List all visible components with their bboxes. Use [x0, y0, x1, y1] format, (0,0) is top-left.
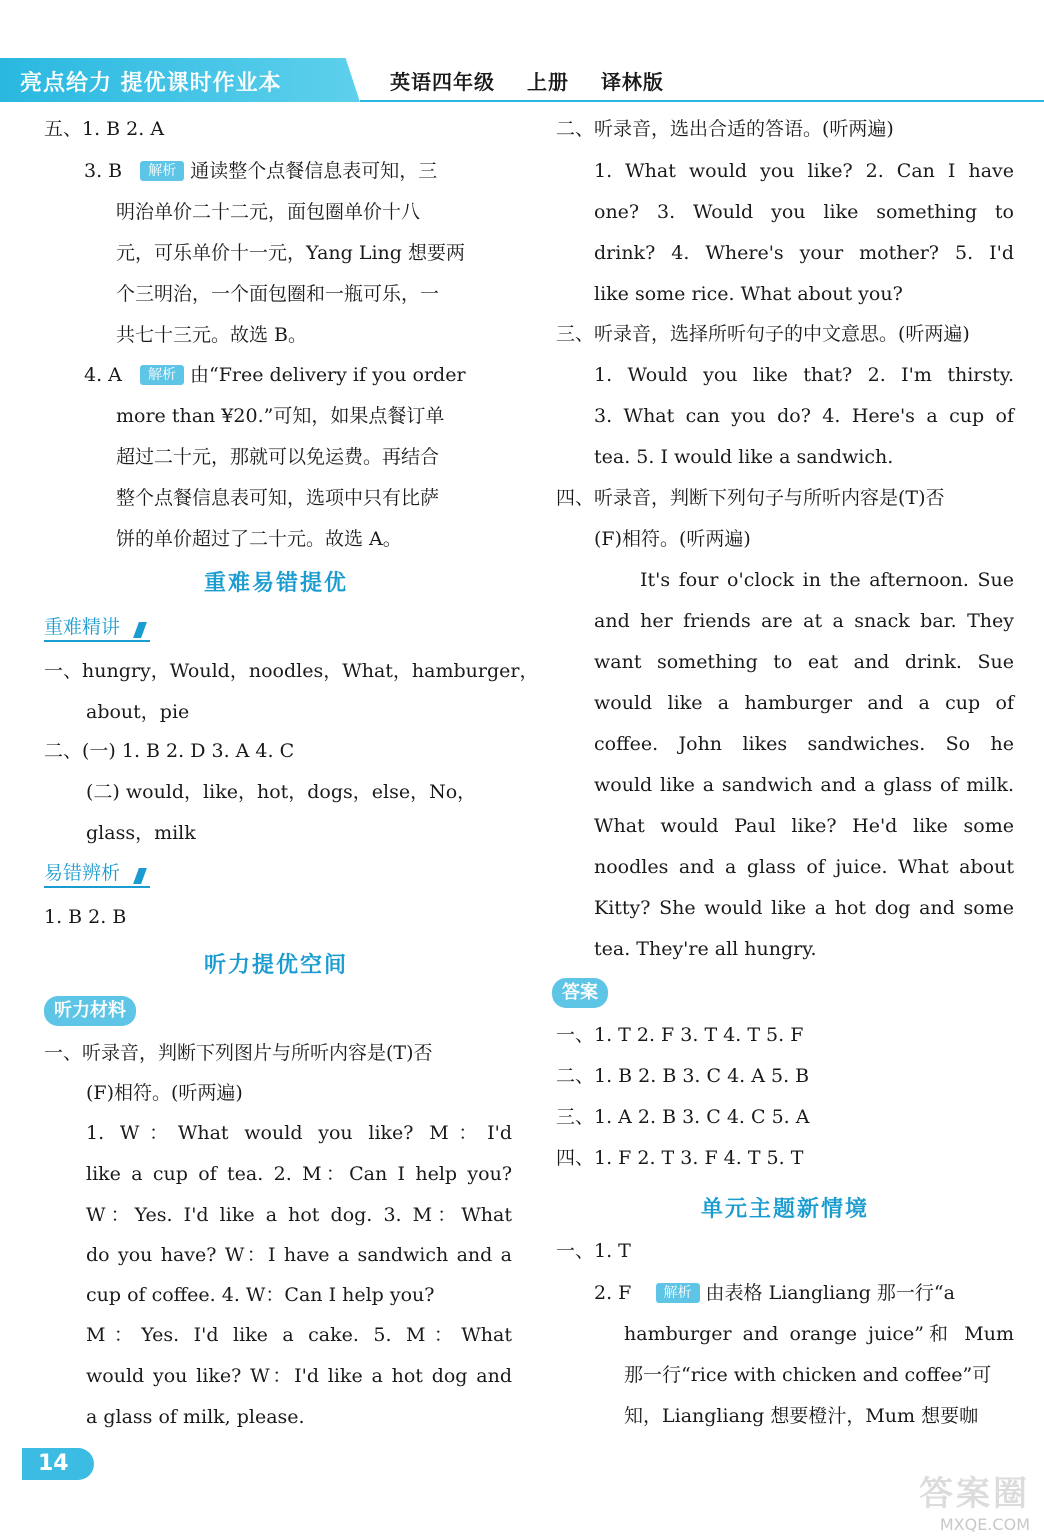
watermark-logo: 答案圈 [919, 1474, 1030, 1514]
key-points-2-cont: glass，milk [86, 822, 196, 844]
listening-1-script: would you like? W：I'd like a hot dog and [86, 1365, 512, 1387]
listening-1-script: cup of coffee. 4. W：Can I help you? [86, 1284, 435, 1306]
q4-choice: 4. A [84, 364, 122, 386]
q3-answer [84, 158, 437, 184]
listening-2-instruction: 二、听录音，选出合适的答语。(听两遍) [556, 118, 894, 140]
context-q2-analysis-line: 那一行“rice with chicken and coffee”可 [624, 1364, 992, 1386]
listening-4-instruction: 四、听录音，判断下列句子与所听内容是(T)否 [556, 487, 945, 509]
answers-row-4: 四、1. F 2. T 3. F 4. T 5. T [556, 1147, 804, 1169]
passage-line: What would Paul like? He'd like some [594, 815, 1014, 837]
listening-1-script: 1. W：What would you like? M：I'd [86, 1122, 512, 1144]
listening-1-script: a glass of milk, please. [86, 1406, 305, 1428]
listening-2-script: like some rice. What about you? [594, 283, 903, 305]
q4-analysis-line: 超过二十元，那就可以免运费。再结合 [116, 446, 440, 468]
subhead-error-analysis: 易错辨析 [44, 860, 150, 888]
q4-analysis: 由“Free delivery if you order [190, 364, 466, 386]
q4-answer [84, 362, 466, 388]
listening-3-script: 3. What can you do? 4. Here's a cup of [594, 405, 1014, 427]
listening-1-instruction: 一、听录音，判断下列图片与所听内容是(T)否 [44, 1042, 433, 1064]
passage-line: tea. They're all hungry. [594, 938, 817, 960]
context-q2-choice: 2. F [594, 1282, 632, 1304]
context-answer-1: 一、1. T [556, 1240, 631, 1262]
key-points-2-part2: (二) would，like，hot，dogs，else，No， [86, 781, 477, 803]
analysis-tag: 解析 [656, 1283, 700, 1303]
subject-label: 英语四年级 [390, 70, 495, 94]
error-analysis-answers: 1. B 2. B [44, 906, 127, 928]
answers-row-2: 二、1. B 2. B 3. C 4. A 5. B [556, 1065, 810, 1087]
q3-analysis-line: 共七十三元。故选 B。 [116, 324, 308, 346]
q4-analysis-line: 整个点餐信息表可知，选项中只有比萨 [116, 487, 440, 509]
volume-label: 上册 [526, 70, 569, 94]
passage-line: would like a sandwich and a glass of milk. [594, 774, 1014, 796]
passage-line: and her friends are at a snack bar. They [594, 610, 1014, 632]
listening-2-script: one? 3. Would you like something to [594, 201, 1014, 223]
context-q2-analysis-line: hamburger and orange juice”和 Mum [624, 1323, 1014, 1345]
key-points-2: 二、(一) 1. B 2. D 3. A 4. C [44, 740, 295, 762]
q3-analysis-line: 元，可乐单价十一元，Yang Ling 想要两 [116, 242, 465, 264]
passage-line: coffee. John likes sandwiches. So he [594, 733, 1014, 755]
q3-analysis-line: 个三明治，一个面包圈和一瓶可乐，一 [116, 283, 440, 305]
passage-line: noodles and a glass of juice. What about [594, 856, 1014, 878]
passage-line: It's four o'clock in the afternoon. Sue [640, 569, 1014, 591]
answers-row-1: 一、1. T 2. F 3. T 4. T 5. F [556, 1024, 804, 1046]
page-number: 14 [22, 1448, 94, 1480]
answer-pill: 答案 [552, 978, 608, 1008]
section-5-answers: 五、1. B 2. A [44, 118, 165, 140]
listening-3-instruction: 三、听录音，选择所听句子的中文意思。(听两遍) [556, 323, 970, 345]
passage-line: want something to eat and drink. Sue [594, 651, 1014, 673]
context-q2-analysis: 由表格 Liangliang 那一行“a [705, 1282, 955, 1304]
q4-analysis-line: 饼的单价超过了二十元。故选 A。 [116, 528, 402, 550]
key-points-1-cont: about，pie [86, 701, 190, 723]
listening-1-script: W：Yes. I'd like a hot dog. 3. M：What [86, 1204, 512, 1226]
edition-label: 译林版 [600, 70, 664, 94]
context-answer-2 [594, 1280, 955, 1306]
section-title-new-context: 单元主题新情境 [700, 1197, 869, 1222]
listening-1-instruction-cont: (F)相符。(听两遍) [86, 1082, 243, 1104]
passage-line: Kitty? She would like a hot dog and some [594, 897, 1014, 919]
listening-1-script: do you have? W：I have a sandwich and a [86, 1244, 512, 1266]
watermark [860, 1466, 1030, 1534]
answers-row-3: 三、1. A 2. B 3. C 4. C 5. A [556, 1106, 810, 1128]
listening-3-script: 1. Would you like that? 2. I'm thirsty. [594, 364, 1014, 386]
section-title-difficult: 重难易错提优 [203, 571, 348, 596]
page-header [0, 58, 1044, 102]
listening-3-script: tea. 5. I would like a sandwich. [594, 446, 894, 468]
q4-analysis-line: more than ¥20.”可知，如果点餐订单 [116, 405, 445, 427]
q3-analysis-line: 明治单价二十二元，面包圈单价十八 [116, 201, 421, 223]
listening-2-script: drink? 4. Where's your mother? 5. I'd [594, 242, 1014, 264]
listening-4-instruction-cont: (F)相符。(听两遍) [594, 528, 751, 550]
passage-line: would like a hamburger and a cup of [594, 692, 1014, 714]
key-points-1: 一、hungry，Would，noodles，What，hamburger， [44, 660, 539, 682]
listening-1-script: M：Yes. I'd like a cake. 5. M：What [86, 1324, 512, 1346]
q3-choice: 3. B [84, 160, 123, 182]
analysis-tag: 解析 [140, 161, 184, 181]
listening-1-script: like a cup of tea. 2. M：Can I help you? [86, 1163, 512, 1185]
subhead-key-points: 重难精讲 [44, 614, 150, 642]
section-title-listening: 听力提优空间 [203, 953, 348, 978]
book-info [390, 66, 688, 95]
book-brand: 亮点给力 提优课时作业本 [20, 71, 282, 96]
listening-2-script: 1. What would you like? 2. Can I have [594, 160, 1014, 182]
watermark-url: MXQE.COM [939, 1515, 1030, 1534]
context-q2-analysis-line: 知，Liangliang 想要橙汁，Mum 想要咖 [624, 1405, 979, 1427]
q3-analysis: 通读整个点餐信息表可知，三 [190, 160, 438, 182]
listening-material-pill: 听力材料 [44, 996, 136, 1026]
header-rule [360, 100, 1044, 102]
analysis-tag: 解析 [140, 365, 184, 385]
